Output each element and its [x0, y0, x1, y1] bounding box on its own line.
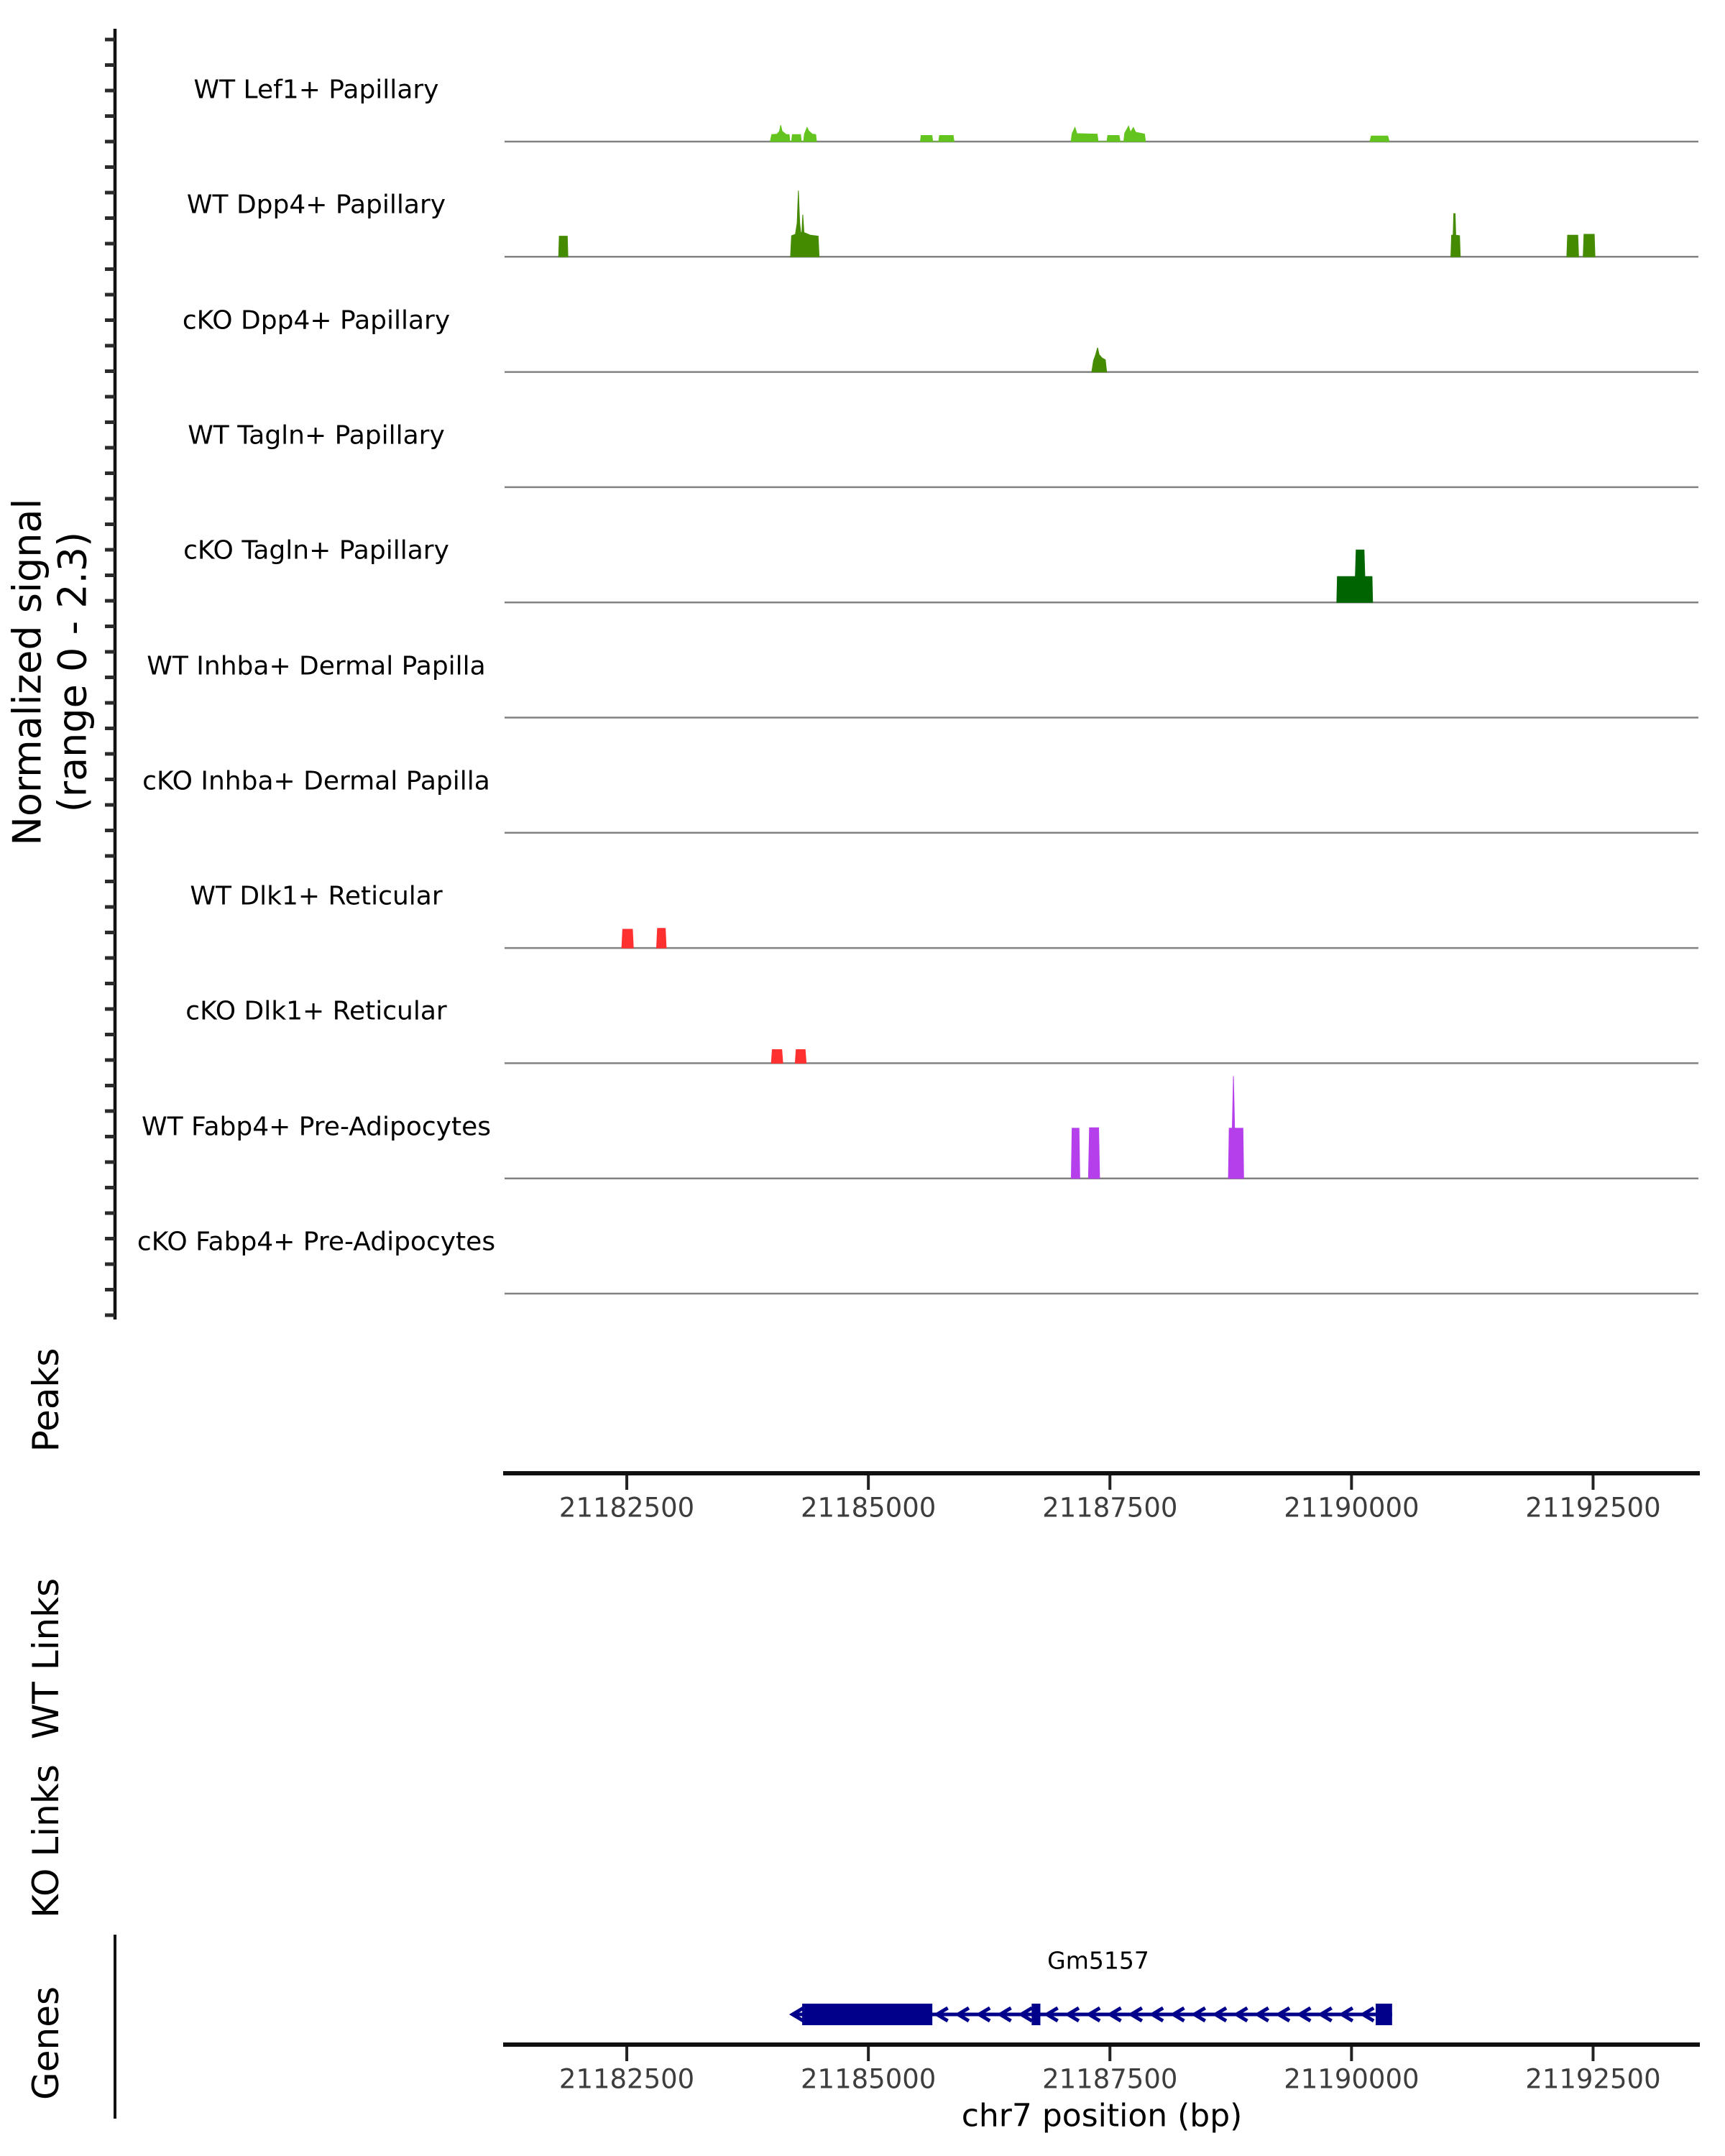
- track-label: cKO Dlk1+ Reticular: [185, 996, 447, 1026]
- y-axis-title: [5, 498, 95, 845]
- signal-peak-polygon: [1071, 126, 1146, 142]
- genome-x-axis-tick-label: 21187500: [1042, 2063, 1178, 2095]
- signal-peak-polygon: [1092, 348, 1107, 372]
- panel-label-wt-links: WT Links: [25, 1577, 67, 1740]
- signal-peak-polygon: [1451, 213, 1460, 257]
- y-axis-title-line2: (range 0 - 2.3): [50, 531, 95, 813]
- track-label: WT Inhba+ Dermal Papilla: [147, 651, 486, 681]
- track-label: WT Dlk1+ Reticular: [190, 881, 443, 911]
- gene-exon: [802, 2004, 932, 2025]
- signal-peak-polygon: [1088, 1128, 1100, 1178]
- peaks-x-axis-tick-label: 21187500: [1042, 1492, 1178, 1524]
- track-label: cKO Inhba+ Dermal Papilla: [142, 766, 490, 796]
- signal-peak-polygon: [770, 125, 816, 142]
- panel-label-peaks: Peaks: [25, 1348, 67, 1452]
- peaks-x-axis-tick-label: 21190000: [1284, 1492, 1420, 1524]
- genome-x-axis-tick-label: 21190000: [1284, 2063, 1420, 2095]
- signal-peak-polygon: [795, 1050, 806, 1064]
- signal-peak-polygon: [558, 236, 568, 257]
- genome-x-axis-tick-label: 21182500: [558, 2063, 695, 2095]
- gene-exon: [1376, 2004, 1392, 2025]
- peaks-x-axis-tick-label: 21192500: [1525, 1492, 1661, 1524]
- signal-peak-polygon: [771, 1050, 783, 1064]
- peaks-x-axis-tick-label: 21185000: [800, 1492, 937, 1524]
- track-label: cKO Fabp4+ Pre-Adipocytes: [137, 1227, 496, 1257]
- signal-peak-polygon: [622, 929, 633, 948]
- signal-peak-polygon: [1228, 1077, 1243, 1179]
- signal-peak-polygon: [1567, 235, 1578, 257]
- y-axis-title-line1: Normalized signal: [4, 498, 50, 846]
- track-label: WT Tagln+ Papillary: [188, 420, 445, 451]
- signal-peak-polygon: [1583, 234, 1595, 257]
- signal-peak-polygon: [791, 190, 819, 257]
- track-label: WT Dpp4+ Papillary: [186, 190, 446, 220]
- signal-peak-polygon: [1072, 1128, 1080, 1179]
- genome-x-axis-tick-label: 21192500: [1525, 2063, 1661, 2095]
- track-label: WT Lef1+ Papillary: [193, 75, 439, 105]
- gene-exon: [1031, 2004, 1040, 2025]
- signal-peak-polygon: [1337, 550, 1373, 602]
- panel-label-genes: Genes: [25, 1986, 67, 2101]
- track-label: cKO Dpp4+ Papillary: [182, 305, 451, 336]
- x-axis-title: chr7 position (bp): [961, 2097, 1243, 2134]
- track-label: cKO Tagln+ Papillary: [183, 535, 449, 566]
- track-label: WT Fabp4+ Pre-Adipocytes: [142, 1112, 491, 1142]
- genome-x-axis-tick-label: 21185000: [800, 2063, 937, 2095]
- gene-name-label: Gm5157: [1047, 1946, 1149, 1975]
- peaks-x-axis-tick-label: 21182500: [558, 1492, 695, 1524]
- panel-label-ko-links: KO Links: [25, 1764, 67, 1918]
- signal-peak-polygon: [1370, 136, 1389, 142]
- signal-peak-polygon: [657, 929, 666, 948]
- signal-peak-polygon: [921, 136, 954, 142]
